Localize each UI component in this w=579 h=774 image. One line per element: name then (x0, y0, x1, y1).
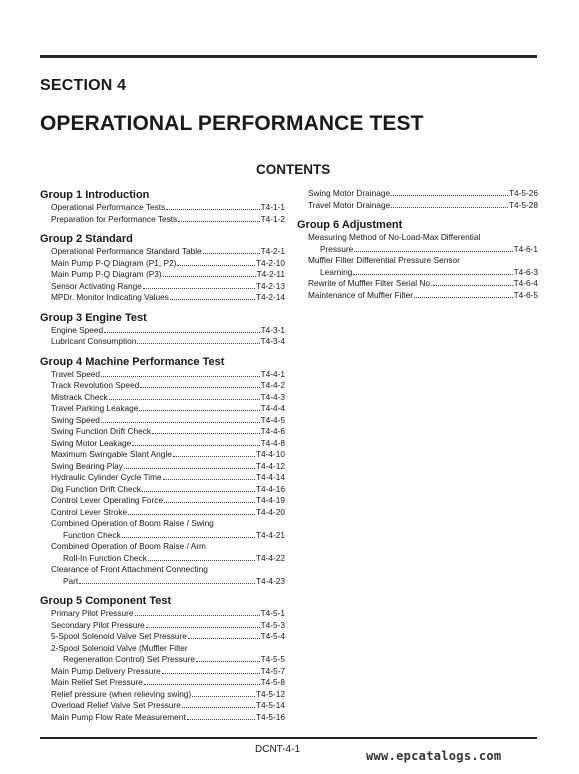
toc-entry-title: Travel Parking Leakage (51, 403, 139, 413)
toc-entry[interactable] (40, 369, 285, 381)
toc-entry-title: Maximum Swingable Slant Angle (51, 449, 172, 459)
dot-leader (187, 719, 255, 720)
top-rule (40, 55, 537, 58)
dot-leader (124, 468, 255, 469)
toc-entry[interactable] (40, 564, 285, 587)
toc-left-column (40, 188, 285, 730)
toc-entry-page: T4-4-14 (255, 472, 285, 482)
toc-entry-title: Relief pressure (when relieving swing) (51, 688, 192, 699)
toc-entry[interactable] (40, 336, 285, 348)
toc-entry-title: Engine Speed (51, 324, 104, 335)
toc-entry-title: Travel Motor Drainage (308, 199, 391, 210)
dot-leader (163, 479, 255, 480)
toc-entry-title: Learning (320, 266, 353, 277)
toc-entry-page: T4-5-12 (255, 688, 285, 699)
toc-entry[interactable] (40, 214, 285, 226)
toc-entry-title: Operational Performance Standard Table (51, 246, 202, 256)
toc-entry-title: Control Lever Stroke (51, 506, 128, 517)
toc-entry-page: T4-3-1 (260, 324, 285, 335)
toc-entry-page: T4-4-4 (260, 403, 285, 413)
toc-entry-title-line: 2-Spool Solenoid Valve (Muffler Filter (51, 642, 188, 653)
toc-entry[interactable] (40, 258, 285, 270)
dot-leader (391, 195, 508, 196)
toc-entry-title: Dig Function Drift Check (51, 483, 141, 494)
dot-leader (170, 299, 255, 300)
dot-leader (164, 502, 255, 503)
toc-entry[interactable] (40, 631, 285, 643)
toc-entry[interactable] (40, 281, 285, 293)
group-title: Group 1 Introduction (40, 189, 150, 201)
toc-entry[interactable] (40, 666, 285, 678)
toc-entry-page: T4-2-14 (255, 292, 285, 302)
toc-entry-page: T4-5-26 (508, 188, 538, 198)
toc-entry[interactable] (40, 700, 285, 712)
group-title: Group 2 Standard (40, 233, 133, 245)
toc-entry-page: T4-4-3 (260, 391, 285, 402)
toc-entry-title: Travel Speed (51, 368, 101, 379)
toc-entry-title-line: Combined Operation of Boom Raise / Swing (51, 518, 214, 528)
dot-leader (143, 288, 255, 289)
dot-leader (148, 560, 255, 561)
toc-entry-page: T4-4-2 (260, 380, 285, 390)
toc-entry[interactable] (40, 325, 285, 337)
toc-entry-title-line: Clearance of Front Attachment Connecting (51, 564, 208, 574)
toc-entry-title: 5-Spool Solenoid Valve Set Pressure (51, 631, 187, 641)
group-title: Group 6 Adjustment (297, 219, 403, 231)
dot-leader (152, 433, 260, 434)
toc-entry[interactable] (297, 188, 538, 200)
toc-entry-page: T4-4-23 (255, 575, 285, 586)
toc-group (40, 311, 285, 348)
dot-leader (128, 514, 255, 515)
toc-entry[interactable] (40, 380, 285, 392)
dot-leader (414, 297, 513, 298)
dot-leader (122, 537, 255, 538)
toc-entry[interactable] (40, 712, 285, 724)
dot-leader (139, 410, 259, 411)
toc-entry-page: T4-4-8 (260, 437, 285, 448)
toc-entry-title: Swing Bearing Play (51, 460, 123, 471)
toc-entry-title: Function Check (63, 529, 121, 540)
dot-leader (192, 696, 255, 697)
dot-leader (173, 456, 255, 457)
toc-entry-page: T4-4-10 (255, 449, 285, 459)
toc-entry-title: Preparation for Performance Tests (51, 213, 178, 224)
footer-page-code: DCNT-4-1 (255, 744, 301, 755)
dot-leader (188, 638, 260, 639)
dot-leader (140, 387, 259, 388)
dot-leader (178, 221, 259, 222)
toc-group (40, 355, 285, 588)
toc-entry[interactable] (40, 541, 285, 564)
toc-entry-page: T4-4-16 (255, 483, 285, 494)
toc-entry[interactable] (40, 392, 285, 404)
toc-entry-title-line: Muffler Filter Differential Pressure Sensor (308, 255, 460, 265)
toc-entry[interactable] (297, 200, 538, 212)
toc-entry-page: T4-2-11 (256, 269, 285, 279)
toc-entry-page: T4-2-13 (255, 280, 285, 291)
toc-entry-page: T4-4-19 (255, 495, 285, 505)
toc-entry[interactable] (40, 643, 285, 666)
toc-entry[interactable] (40, 495, 285, 507)
toc-entry[interactable] (40, 438, 285, 450)
toc-entry-page: T4-2-10 (255, 257, 285, 268)
toc-entry-page: T4-4-20 (255, 506, 285, 517)
toc-entry[interactable] (40, 689, 285, 701)
toc-entry-title: Regeneration Control) Set Pressure (63, 654, 195, 664)
toc-entry-title: Part (63, 575, 79, 586)
page-title: OPERATIONAL PERFORMANCE TEST (40, 112, 424, 135)
dot-leader (182, 707, 255, 708)
toc-entry-page: T4-5-7 (260, 665, 285, 676)
toc-entry[interactable] (40, 449, 285, 461)
toc-entry-title: Overload Relief Valve Set Pressure (51, 700, 181, 710)
toc-entry[interactable] (297, 278, 538, 290)
toc-entry[interactable] (40, 507, 285, 519)
toc-entry-title-line: Measuring Method of No-Load-Max Differential (308, 232, 481, 242)
toc-group (297, 218, 538, 301)
toc-entry-title: Main Relief Set Pressure (51, 677, 143, 687)
toc-entry-title: Secondary Pilot Pressure (51, 619, 145, 630)
toc-entry-page: T4-5-5 (260, 654, 285, 664)
dot-leader (433, 285, 512, 286)
toc-entry-page: T4-4-1 (260, 368, 285, 379)
toc-group (40, 188, 285, 225)
toc-entry-page: T4-1-1 (260, 202, 285, 212)
dot-leader (177, 265, 255, 266)
toc-entry-title: Primary Pilot Pressure (51, 608, 134, 618)
toc-entry-page: T4-4-6 (260, 426, 285, 436)
dot-leader (162, 673, 260, 674)
dot-leader (163, 276, 256, 277)
toc-entry-title: Track Revolution Speed (51, 380, 140, 390)
dot-leader (142, 491, 255, 492)
toc-entry[interactable] (40, 677, 285, 689)
toc-entry-page: T4-5-4 (260, 631, 285, 641)
toc-entry[interactable] (40, 403, 285, 415)
toc-entry-page: T4-5-16 (255, 711, 285, 722)
toc-entry[interactable] (40, 518, 285, 541)
toc-entry-title: Swing Speed (51, 414, 100, 425)
toc-entry-page: T4-5-14 (255, 700, 285, 710)
group-title: Group 5 Component Test (40, 595, 172, 607)
toc-entry[interactable] (40, 269, 285, 281)
watermark: www.epcatalogs.com (366, 749, 502, 763)
toc-entry-page: T4-4-12 (255, 460, 285, 471)
toc-entry-title: Control Lever Operating Force (51, 495, 164, 505)
toc-entry[interactable] (40, 484, 285, 496)
toc-entry[interactable] (40, 461, 285, 473)
toc-entry-page: T4-3-4 (260, 336, 285, 346)
dot-leader (203, 253, 260, 254)
toc-entry-page: T4-2-1 (260, 246, 285, 256)
toc-entry-title: Main Pump Delivery Pressure (51, 665, 161, 676)
toc-right-column (297, 188, 538, 308)
toc-entry[interactable] (40, 426, 285, 438)
group-title: Group 4 Machine Performance Test (40, 355, 225, 368)
dot-leader (79, 583, 255, 584)
dot-leader (391, 207, 508, 208)
dot-leader (104, 332, 259, 333)
dot-leader (196, 661, 260, 662)
toc-entry-page: T4-5-8 (260, 677, 285, 687)
dot-leader (146, 627, 260, 628)
toc-entry-page: T4-5-3 (260, 619, 285, 630)
toc-entry[interactable] (40, 608, 285, 620)
toc-entry-page: T4-6-3 (513, 266, 538, 277)
toc-entry-page: T4-6-4 (513, 278, 538, 288)
dot-leader (144, 684, 260, 685)
group-title: Group 3 Engine Test (40, 311, 147, 324)
toc-entry-page: T4-5-1 (260, 608, 285, 618)
toc-entry[interactable] (297, 232, 538, 255)
toc-entry-page: T4-6-5 (513, 289, 538, 300)
toc-entry-title-line: Combined Operation of Boom Raise / Arm (51, 541, 206, 551)
toc-entry-title: Pressure (320, 243, 354, 254)
toc-entry-title: Roll-In Function Check (63, 552, 147, 563)
toc-entry-page: T4-6-1 (513, 243, 538, 254)
toc-entry[interactable] (40, 292, 285, 304)
toc-entry-title: Lubricant Consumption (51, 336, 137, 346)
toc-entry-page: T4-4-22 (255, 552, 285, 563)
toc-entry-title: MPDr. Monitor Indicating Values (51, 292, 169, 302)
toc-entry[interactable] (40, 620, 285, 632)
toc-entry-title: Maintenance of Muffler Filter (308, 289, 413, 300)
dot-leader (101, 376, 260, 377)
contents-heading: CONTENTS (256, 162, 331, 177)
toc-entry[interactable] (40, 472, 285, 484)
toc-entry-title: Operational Performance Tests (51, 202, 166, 212)
toc-entry-title: Swing Motor Drainage (308, 188, 391, 198)
toc-group (40, 594, 285, 723)
toc-group (40, 232, 285, 304)
toc-entry-title: Main Pump Flow Rate Measurement (51, 711, 186, 722)
dot-leader (353, 274, 512, 275)
dot-leader (166, 209, 259, 210)
section-label: SECTION 4 (40, 77, 127, 94)
toc-entry[interactable] (40, 246, 285, 258)
toc-entry-page: T4-4-5 (260, 414, 285, 425)
dot-leader (101, 422, 260, 423)
bottom-rule (40, 737, 537, 739)
toc-entry-page: T4-5-28 (508, 199, 538, 210)
toc-entry-title: Main Pump P-Q Diagram (P1, P2) (51, 257, 177, 268)
toc-group (297, 188, 538, 211)
dot-leader (132, 445, 259, 446)
toc-entry-title: Swing Motor Leakage (51, 437, 132, 448)
toc-entry[interactable] (297, 255, 538, 278)
toc-entry[interactable] (40, 415, 285, 427)
toc-entry-page: T4-1-2 (260, 213, 285, 224)
toc-entry-title: Mistrack Check (51, 391, 108, 402)
toc-entry-page: T4-4-21 (255, 529, 285, 540)
toc-entry[interactable] (297, 290, 538, 302)
toc-entry[interactable] (40, 202, 285, 214)
dot-leader (354, 251, 512, 252)
toc-entry-title: Rewrite of Muffler Filter Serial No. (308, 278, 433, 288)
toc-entry-title: Sensor Activating Range (51, 280, 142, 291)
dot-leader (109, 399, 260, 400)
toc-entry-title: Main Pump P-Q Diagram (P3) (51, 269, 162, 279)
toc-entry-title: Hydraulic Cylinder Cycle Time (51, 472, 162, 482)
dot-leader (135, 615, 260, 616)
toc-entry-title: Swing Function Drift Check (51, 426, 152, 436)
dot-leader (137, 343, 259, 344)
